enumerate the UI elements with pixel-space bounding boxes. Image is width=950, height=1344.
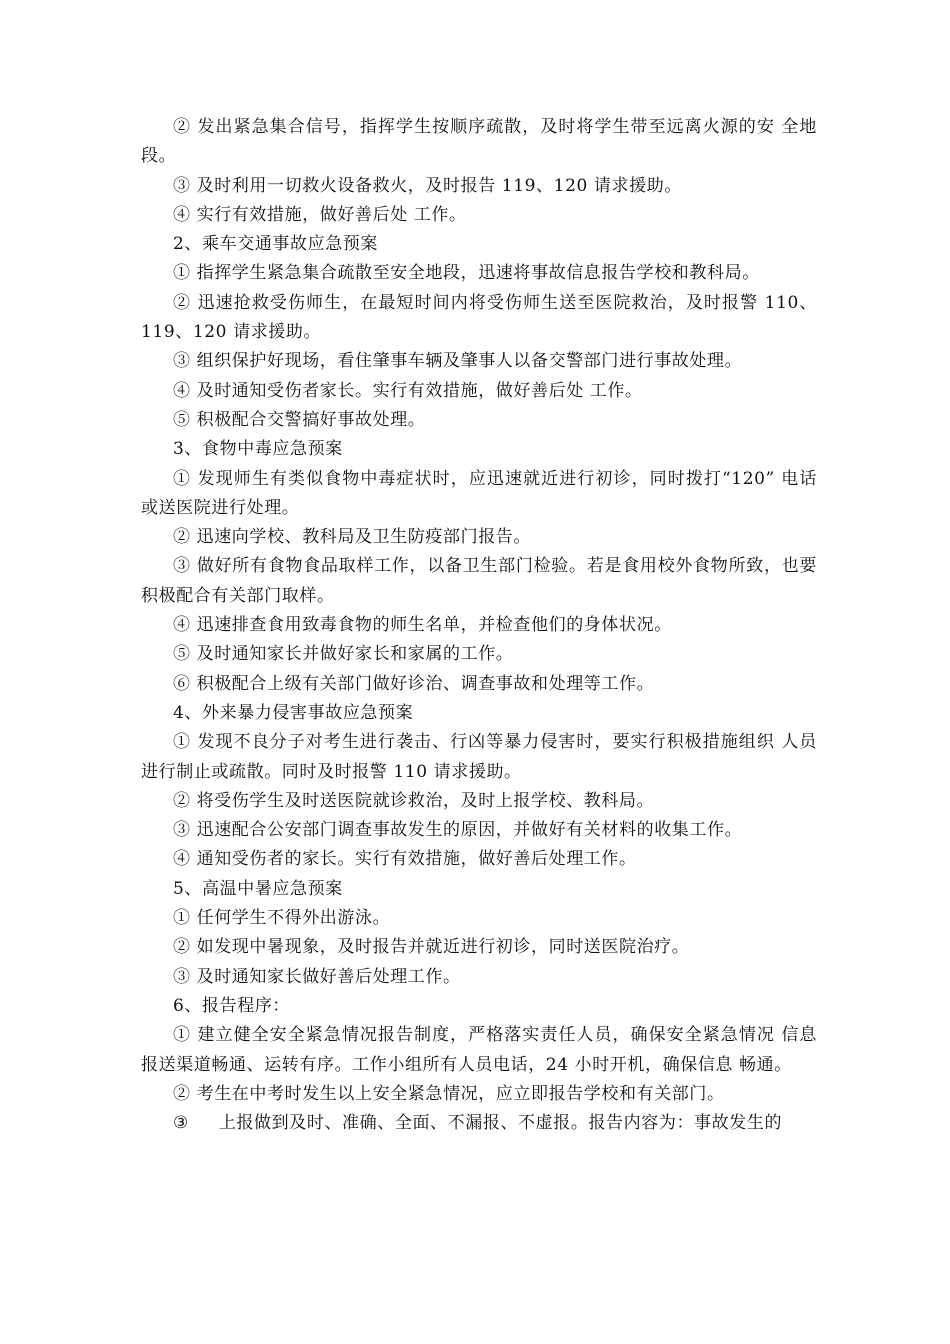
paragraph: ③ 组织保护好现场，看住肇事车辆及肇事人以备交警部门进行事故处理。 <box>173 351 743 372</box>
paragraph: ④ 实行有效措施，做好善后处 工作。 <box>173 204 467 225</box>
paragraph: ④ 迅速排查食用致毒食物的师生名单，并检查他们的身体状况。 <box>173 615 672 636</box>
paragraph: ② 发出紧急集合信号，指挥学生按顺序疏散，及时将学生带至远离火源的安 全地段。 <box>141 117 817 167</box>
section-heading: 6、报告程序： <box>173 995 291 1016</box>
paragraph <box>141 1109 817 1138</box>
paragraph: ⑥ 积极配合上级有关部门做好诊治、调查事故和处理等工作。 <box>173 673 655 694</box>
paragraph: ④ 及时通知受伤者家长。实行有效措施，做好善后处 工作。 <box>173 380 643 401</box>
paragraph: ③ 及时利用一切救火设备救火，及时报告 119、120 请求援助。 <box>173 175 682 196</box>
document-body <box>141 113 817 1138</box>
paragraph: ② 将受伤学生及时送医院就诊救治，及时上报学校、教科局。 <box>173 790 655 811</box>
paragraph: ③ 及时通知家长做好善后处理工作。 <box>173 966 461 987</box>
paragraph: ② 迅速向学校、教科局及卫生防疫部门报告。 <box>173 527 532 548</box>
paragraph: ① 发现师生有类似食物中毒症状时，应迅速就近进行初诊，同时拨打“120” 电话或送医院进行处理。 <box>141 468 817 518</box>
paragraph: ③ 做好所有食物食品取样工作，以备卫生部门检验。若是食用校外食物所致，也要积极配合有关部门取样。 <box>141 556 817 606</box>
section-heading: 2、乘车交通事故应急预案 <box>173 234 379 255</box>
section-heading: 5、高温中暑应急预案 <box>173 878 343 899</box>
paragraph: ② 如发现中暑现象，及时报告并就近进行初诊，同时送医院治疗。 <box>173 937 690 958</box>
paragraph: ⑤ 积极配合交警搞好事故处理。 <box>173 409 426 430</box>
paragraph: ④ 通知受伤者的家长。实行有效措施，做好善后处理工作。 <box>173 849 637 870</box>
paragraph-text: 上报做到及时、准确、全面、不漏报、不虚报。报告内容为：事故发生的 <box>218 1113 783 1134</box>
paragraph: ① 任何学生不得外出游泳。 <box>173 908 391 929</box>
paragraph: ③ 迅速配合公安部门调查事故发生的原因，并做好有关材料的收集工作。 <box>173 820 743 841</box>
section-heading: 4、外来暴力侵害事故应急预案 <box>173 702 414 723</box>
paragraph: ① 建立健全安全紧急情况报告制度，严格落实责任人员，确保安全紧急情况 信息报送渠道畅通、运转有序。工作小组所有人员电话，24 小时开机，确保信息 畅通。 <box>141 1025 817 1075</box>
paragraph: ① 发现不良分子对考生进行袭击、行凶等暴力侵害时，要实行积极措施组织 人员进行制止或疏散。同时及时报警 110 请求援助。 <box>141 732 817 782</box>
item-number: ③ <box>173 1113 189 1134</box>
paragraph: ② 迅速抢救受伤师生，在最短时间内将受伤师生送至医院救治，及时报警 110、119、120 请求援助。 <box>141 292 817 343</box>
paragraph: ② 考生在中考时发生以上安全紧急情况，应立即报告学校和有关部门。 <box>173 1083 725 1104</box>
paragraph: ① 指挥学生紧急集合疏散至安全地段，迅速将事故信息报告学校和教科局。 <box>173 263 760 284</box>
section-heading: 3、食物中毒应急预案 <box>173 439 343 460</box>
paragraph: ⑤ 及时通知家长并做好家长和家属的工作。 <box>173 644 514 665</box>
